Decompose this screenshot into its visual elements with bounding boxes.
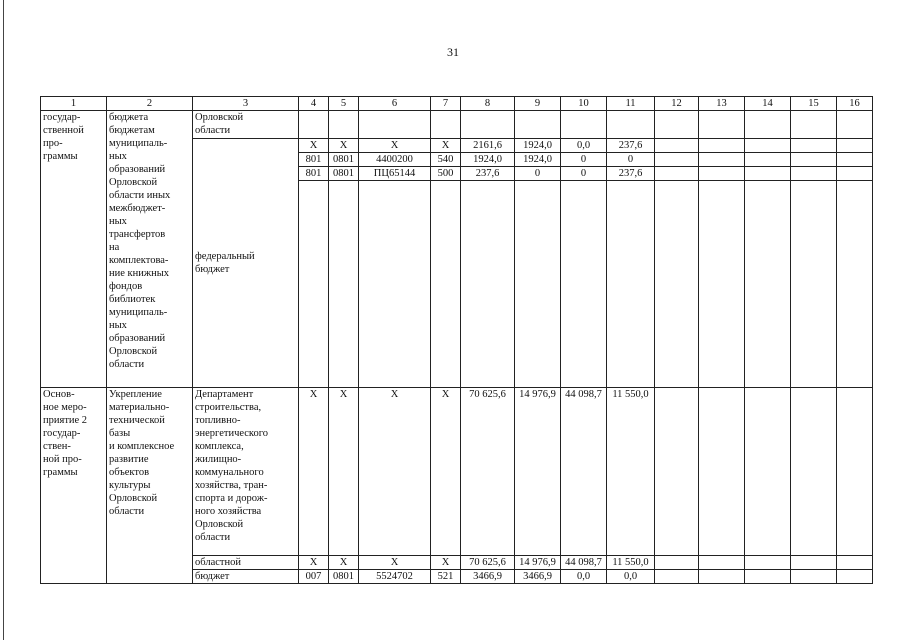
table-cell: 2161,6 bbox=[461, 139, 515, 153]
table-cell: X bbox=[359, 388, 431, 556]
column-number: 16 bbox=[837, 97, 873, 111]
table-cell: 0 bbox=[515, 167, 561, 181]
table-cell: X bbox=[329, 556, 359, 570]
table-cell: 1924,0 bbox=[515, 139, 561, 153]
column-number: 10 bbox=[561, 97, 607, 111]
table-cell: 44 098,7 bbox=[561, 388, 607, 556]
column-number: 14 bbox=[745, 97, 791, 111]
table-cell: 14 976,9 bbox=[515, 556, 561, 570]
funding-source-cell: Орловской области bbox=[193, 111, 299, 139]
table-cell: 237,6 bbox=[461, 167, 515, 181]
table-cell: ПЦ65144 bbox=[359, 167, 431, 181]
funding-source-label: федеральный бюджет bbox=[195, 251, 255, 275]
funding-source-cell: Департамент строительства, топливно- энергетического комплекса, жилищно- коммунального хозяйства, тран- спорта и дорож- ного хозяйства Орловской области bbox=[193, 388, 299, 556]
column-number: 3 bbox=[193, 97, 299, 111]
column-number: 15 bbox=[791, 97, 837, 111]
column-number: 9 bbox=[515, 97, 561, 111]
column-number: 2 bbox=[107, 97, 193, 111]
table-cell: 801 bbox=[299, 153, 329, 167]
page-number: 31 bbox=[447, 45, 459, 59]
funding-source-cell: бюджет bbox=[193, 570, 299, 584]
table-cell: 5524702 bbox=[359, 570, 431, 584]
table-cell: 0 bbox=[561, 167, 607, 181]
table-cell: 0801 bbox=[329, 167, 359, 181]
column-number: 7 bbox=[431, 97, 461, 111]
table-cell: X bbox=[359, 556, 431, 570]
table-cell: 14 976,9 bbox=[515, 388, 561, 556]
funding-source-cell: областной bbox=[193, 556, 299, 570]
table-cell: X bbox=[329, 139, 359, 153]
table-cell: 237,6 bbox=[607, 139, 655, 153]
table-row bbox=[41, 111, 873, 139]
column-number: 1 bbox=[41, 97, 107, 111]
table-cell: 500 bbox=[431, 167, 461, 181]
table-cell: 0,0 bbox=[561, 139, 607, 153]
table-cell: 3466,9 bbox=[515, 570, 561, 584]
table-cell: 1924,0 bbox=[461, 153, 515, 167]
table-cell: X bbox=[299, 139, 329, 153]
column-number: 6 bbox=[359, 97, 431, 111]
table-cell: X bbox=[299, 388, 329, 556]
table-cell: 0,0 bbox=[607, 570, 655, 584]
measure-name-cell: бюджета бюджетам муниципаль- ных образований Орловской области иных межбюджет- ных трансфертов на комплектова- ние книжных фондов библиотек муниципаль- ных образований Орловской области bbox=[107, 111, 193, 388]
table-cell: X bbox=[299, 556, 329, 570]
funding-source-cell bbox=[193, 139, 299, 388]
table-cell: 801 bbox=[299, 167, 329, 181]
table-cell: 540 bbox=[431, 153, 461, 167]
table-cell: 11 550,0 bbox=[607, 556, 655, 570]
table-cell: 44 098,7 bbox=[561, 556, 607, 570]
table-cell: 3466,9 bbox=[461, 570, 515, 584]
table-cell: 4400200 bbox=[359, 153, 431, 167]
table-cell: 11 550,0 bbox=[607, 388, 655, 556]
table-cell: 70 625,6 bbox=[461, 388, 515, 556]
program-name-cell: государ- ственной про- граммы bbox=[41, 111, 107, 388]
table-cell: 237,6 bbox=[607, 167, 655, 181]
table-cell: X bbox=[329, 388, 359, 556]
column-number: 4 bbox=[299, 97, 329, 111]
column-number: 11 bbox=[607, 97, 655, 111]
table-cell: 007 bbox=[299, 570, 329, 584]
table-row bbox=[41, 388, 873, 556]
header-row bbox=[41, 97, 873, 111]
table-cell: X bbox=[431, 556, 461, 570]
table-cell: 0801 bbox=[329, 570, 359, 584]
table-cell: 70 625,6 bbox=[461, 556, 515, 570]
table-cell: X bbox=[431, 388, 461, 556]
table-cell: 521 bbox=[431, 570, 461, 584]
table-cell: X bbox=[431, 139, 461, 153]
measure-name-cell: Укрепление материально- технической базы и комплексное развитие объектов культуры Орловской области bbox=[107, 388, 193, 584]
table-cell: 0 bbox=[561, 153, 607, 167]
table-cell: X bbox=[359, 139, 431, 153]
table-cell: 0 bbox=[607, 153, 655, 167]
table-cell: 0,0 bbox=[561, 570, 607, 584]
column-number: 13 bbox=[699, 97, 745, 111]
page-left-edge bbox=[3, 0, 4, 640]
column-number: 8 bbox=[461, 97, 515, 111]
program-name-cell: Основ- ное меро- приятие 2 государ- ствен- ной про- граммы bbox=[41, 388, 107, 584]
table-cell: 1924,0 bbox=[515, 153, 561, 167]
table-cell: 0801 bbox=[329, 153, 359, 167]
column-number: 5 bbox=[329, 97, 359, 111]
column-number: 12 bbox=[655, 97, 699, 111]
budget-table bbox=[40, 96, 873, 584]
